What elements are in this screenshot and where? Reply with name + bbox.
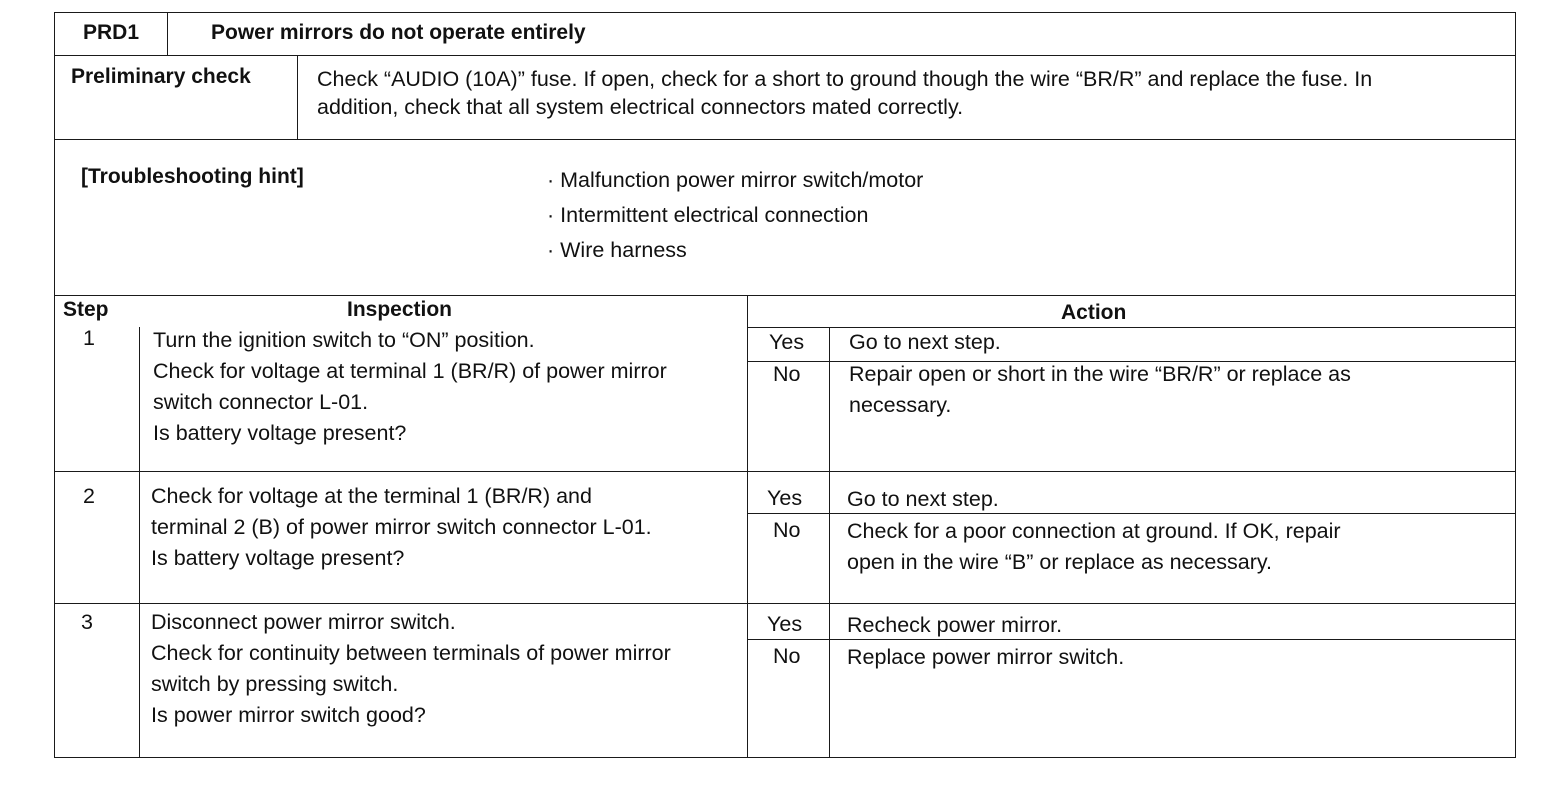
inspection-line: Is battery voltage present? xyxy=(151,546,405,570)
preliminary-text-line2: addition, check that all system electrical connectors mated correctly. xyxy=(317,95,964,119)
no-label: No xyxy=(773,362,801,386)
divider xyxy=(55,471,1515,472)
procedure-code: PRD1 xyxy=(83,21,140,44)
hint-item: · Wire harness xyxy=(547,238,687,262)
divider xyxy=(747,639,1515,640)
procedure-title: Power mirrors do not operate entirely xyxy=(211,21,586,44)
inspection-line: Is power mirror switch good? xyxy=(151,703,426,727)
no-label: No xyxy=(773,644,801,668)
inspection-line: Turn the ignition switch to “ON” position. xyxy=(153,328,535,352)
inspection-line: Is battery voltage present? xyxy=(153,421,407,445)
divider xyxy=(55,55,1515,56)
preliminary-label: Preliminary check xyxy=(71,65,251,88)
inspection-line: switch by pressing switch. xyxy=(151,672,399,696)
troubleshooting-sheet xyxy=(54,12,1516,758)
yes-action: Recheck power mirror. xyxy=(847,613,1063,637)
no-action: Check for a poor connection at ground. If OK, repair xyxy=(847,519,1341,543)
hint-item: · Intermittent electrical connection xyxy=(547,203,869,227)
yes-label: Yes xyxy=(767,486,803,510)
divider xyxy=(297,55,298,139)
yes-action: Go to next step. xyxy=(849,330,1001,354)
divider xyxy=(139,327,140,757)
hint-item: · Malfunction power mirror switch/motor xyxy=(547,168,924,192)
no-action: Repair open or short in the wire “BR/R” or replace as xyxy=(849,362,1351,386)
col-header-step: Step xyxy=(63,298,109,321)
yes-label: Yes xyxy=(767,612,803,636)
divider xyxy=(55,603,1515,604)
col-header-inspection: Inspection xyxy=(347,298,453,321)
no-action: open in the wire “B” or replace as necessary. xyxy=(847,550,1273,574)
no-action: Replace power mirror switch. xyxy=(847,645,1125,669)
divider xyxy=(55,139,1515,140)
hint-label: [Troubleshooting hint] xyxy=(81,165,304,188)
divider xyxy=(747,513,1515,514)
col-header-action: Action xyxy=(1061,301,1127,324)
divider xyxy=(55,295,1515,296)
preliminary-text-line1: Check “AUDIO (10A)” fuse. If open, check for a short to ground though the wire “BR/R” and replace the fuse. In xyxy=(317,67,1373,91)
divider xyxy=(747,295,748,757)
step-number: 3 xyxy=(81,610,93,634)
inspection-line: Check for voltage at terminal 1 (BR/R) of power mirror xyxy=(153,359,667,383)
no-label: No xyxy=(773,518,801,542)
inspection-line: Check for voltage at the terminal 1 (BR/R) and xyxy=(151,484,592,508)
step-number: 2 xyxy=(83,484,95,508)
divider xyxy=(167,13,168,55)
inspection-line: terminal 2 (B) of power mirror switch connector L-01. xyxy=(151,515,652,539)
divider xyxy=(829,327,830,757)
inspection-line: Disconnect power mirror switch. xyxy=(151,610,456,634)
inspection-line: switch connector L-01. xyxy=(153,390,369,414)
step-number: 1 xyxy=(83,326,95,350)
no-action: necessary. xyxy=(849,393,952,417)
yes-label: Yes xyxy=(769,330,805,354)
inspection-line: Check for continuity between terminals of power mirror xyxy=(151,641,671,665)
yes-action: Go to next step. xyxy=(847,487,999,511)
